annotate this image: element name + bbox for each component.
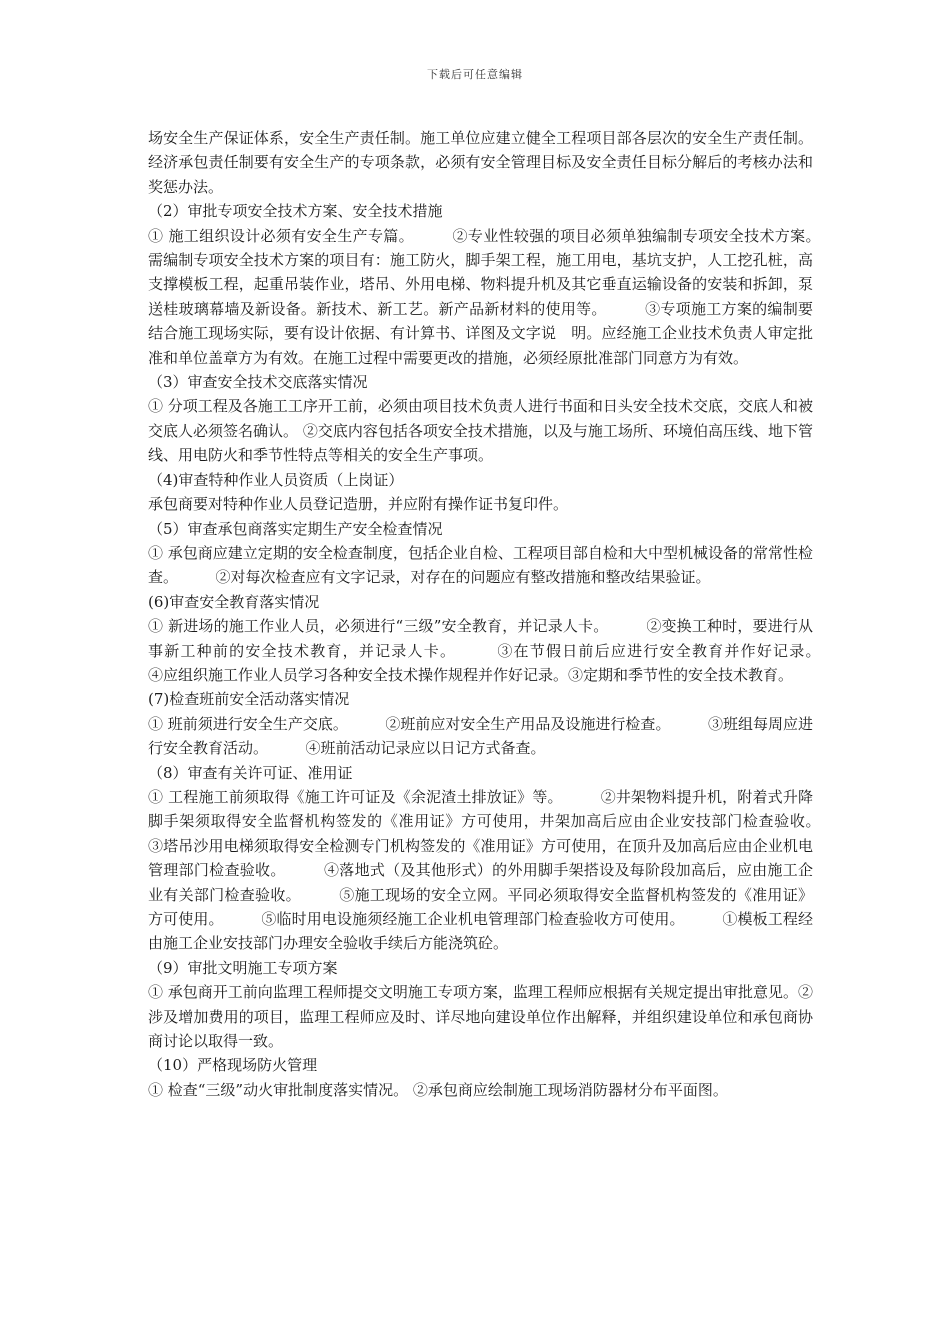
section-heading: （5）审查承包商落实定期生产安全检查情况 — [148, 519, 443, 538]
body-paragraph: ① 承包商开工前向监理工程师提交文明施工专项方案，监理工程师应根据有关规定提出审批意见。②涉及增加费用的项目，监理工程师应及时、详尽地向建设单位作出解释，并组织建设单位和承包商协商讨论以取得一致。 — [148, 983, 813, 1051]
body-paragraph: 场安全生产保证体系，安全生产责任制。施工单位应建立健全工程项目部各层次的安全生产责任制。经济承包责任制要有安全生产的专项条款，必须有安全管理目标及安全责任目标分解后的考核办法和奖惩办法。 — [148, 129, 813, 196]
body-paragraph: ① 承包商应建立定期的安全检查制度，包括企业自检、工程项目部自检和大中型机械设备的常常性检查。 ②对每次检查应有文字记录，对存在的问题应有整改措施和整改结果验证。 — [148, 543, 813, 587]
section-heading: （2）审批专项安全技术方案、安全技术措施 — [148, 202, 443, 221]
section-heading: （8）审查有关许可证、准用证 — [148, 763, 353, 782]
page-header: 下载后可任意编辑 — [427, 68, 523, 81]
body-paragraph: 承包商要对特种作业人员登记造册，并应附有操作证书复印件。 — [148, 495, 569, 514]
body-paragraph: ① 施工组织设计必须有安全生产专篇。 ②专业性较强的项目必须单独编制专项安全技术方案。 需编制专项安全技术方案的项目有：施工防火，脚手架工程，施工用电，基坑支护，人工挖孔桩，高支撑模板工程，起重吊装作业，塔吊、外用电梯、物料提升机及其它垂直运输设备的安装和拆卸，泵送桂玻璃幕墙及新设备。新技术、新工艺。新产品新材料的使用等。 ③专项施工方案的编制要结合施工现场实际，要有设计依据、有计算书、详图及文字说 明。应经施工企业技术负责人审定批准和单位盖章方为有效。在施工过程中需要更改的措施，必须经原批准部门同意方为有效。 — [148, 226, 859, 367]
section-heading: （10）严格现场防火管理 — [148, 1056, 318, 1075]
document-body — [148, 126, 859, 1102]
section-heading: （3）审查安全技术交底落实情况 — [148, 373, 368, 392]
section-heading: (6)审查安全教育落实情况 — [148, 592, 320, 611]
body-paragraph: ① 分项工程及各施工工序开工前，必须由项目技术负责人进行书面和日头安全技术交底，交底人和被交底人必须签名确认。 ②交底内容包括各项安全技术措施，以及与施工场所、环境伯高压线、地下管线、用电防火和季节性特点等相关的安全生产事项。 — [148, 397, 813, 465]
section-heading: (7)检查班前安全活动落实情况 — [148, 690, 350, 709]
body-paragraph: ① 班前须进行安全生产交底。 ②班前应对安全生产用品及设施进行检查。 ③班组每周应进行安全教育活动。 ④班前活动记录应以日记方式备查。 — [148, 714, 813, 758]
section-heading: （4)审查特种作业人员资质（上岗证） — [148, 470, 404, 489]
body-paragraph: ① 检查“三级”动火审批制度落实情况。 ②承包商应绘制施工现场消防器材分布平面图。 — [148, 1080, 728, 1099]
section-heading: （9）审批文明施工专项方案 — [148, 958, 338, 977]
body-paragraph: ① 新进场的施工作业人员，必须进行“三级”安全教育，并记录人卡。 ②变换工种时，要进行从事新工种前的安全技术教育，并记录人卡。 ③在节假日前后应进行安全教育并作好记录。 ④应组织施工作业人员学习各种安全技术操作规程并作好记录。③定期和季节性的安全技术教育。 — [148, 617, 859, 684]
body-paragraph: ① 工程施工前须取得《施工许可证及《余泥渣土排放证》等。 ②井架物料提升机，附着式升降脚手架须取得安全监督机构签发的《准用证》方可使用，井架加高后应由企业安技部门检查验收。 ③塔吊沙用电梯须取得安全检测专门机构签发的《准用证》方可使用，在顶升及加高后应由企业机电管理部门检查验收。 ④落地式（及其他形式）的外用脚手架搭设及每阶段加高后，应由施工企业有关部门检查验收。 ⑤施工现场的安全立网。平同必须取得安全监督机构签发的《准用证》方可使用。 ⑤临时用电设施须经施工企业机电管理部门检查验收方可使用。 ①模板工程经由施工企业安技部门办理安全验收手续后方能浇筑砼。 — [148, 787, 859, 953]
